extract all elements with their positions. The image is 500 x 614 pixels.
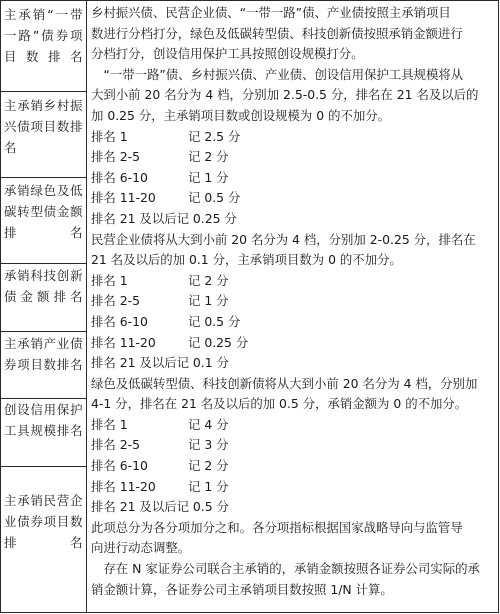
row-divider — [1, 466, 87, 467]
rank-label: 排名 11-20 — [91, 478, 156, 494]
text-line: “一带一路”债、乡村振兴债、产业债、创设信用保护工具规模将从 — [91, 66, 464, 82]
row-divider — [1, 263, 87, 264]
rank-label: 排名 6-10 — [91, 313, 148, 329]
text-line: 排名 21 及以后记 0.1 分 — [91, 355, 229, 371]
rank-score-line — [91, 271, 496, 292]
row-divider — [1, 398, 87, 399]
left-cell-belt-road: 主承销“一带一路”债券项目数排名 — [4, 7, 83, 64]
score-value: 记 0.5 分 — [188, 190, 241, 206]
score-value: 记 2.5 分 — [188, 128, 241, 144]
text-line: 排名 21 及以后记 0.5 分 — [91, 499, 229, 515]
score-value: 记 1 分 — [188, 293, 229, 309]
left-cell-rural: 主承销乡村振兴债项目数排名 — [4, 98, 83, 155]
row-divider — [1, 177, 87, 178]
score-value: 记 2 分 — [188, 458, 229, 474]
rank-score-line — [91, 291, 496, 312]
score-value: 记 1 分 — [188, 169, 229, 185]
rank-score-line — [91, 415, 496, 436]
text-line: 向进行动态调整。 — [91, 540, 191, 556]
score-value: 记 2 分 — [188, 149, 229, 165]
rank-score-line — [91, 127, 496, 148]
left-cell-credit: 创设信用保护工具规模排名 — [4, 402, 83, 438]
text-line: 民营企业债将从大到小前 20 名分为 4 档，分别加 2-0.25 分，排名在 — [91, 231, 476, 247]
rank-label: 排名 11-20 — [91, 334, 156, 350]
score-value: 记 0.5 分 — [188, 313, 241, 329]
text-line: 数进行分档打分，绿色及低碳转型债、科技创新债按照承销金额进行 — [91, 25, 463, 41]
score-value: 记 1 分 — [188, 478, 229, 494]
rank-score-line — [91, 188, 496, 209]
rank-label: 排名 6-10 — [91, 169, 148, 185]
rank-label: 排名 2-5 — [91, 437, 140, 453]
text-line: 21 名及以后的加 0.1 分，主承销项目数为 0 的不加分。 — [91, 252, 402, 268]
rank-label: 排名 2-5 — [91, 149, 140, 165]
rank-score-line — [91, 168, 496, 189]
criteria-text — [91, 3, 496, 600]
score-value: 记 4 分 — [188, 416, 229, 432]
score-value: 记 0.25 分 — [188, 334, 249, 350]
rank-label: 排名 1 — [91, 128, 128, 144]
left-cell-industry: 主承销产业债券项目数排名 — [4, 336, 83, 372]
text-line: 4-1 分，排名在 21 名及以后的加 0.5 分，承销金额为 0 的不加分。 — [91, 396, 468, 412]
text-line: 乡村振兴债、民营企业债、“一带一路”债、产业债按照主承销项目 — [91, 5, 451, 20]
left-cell-green: 承销绿色及低碳转型债金额排名 — [4, 183, 83, 240]
rank-score-line — [91, 456, 496, 477]
rank-label: 排名 6-10 — [91, 458, 148, 474]
text-line: 分档打分，创设信用保护工具按照创设规模打分。 — [91, 46, 364, 62]
column-divider — [86, 1, 87, 612]
row-divider — [1, 91, 87, 92]
text-line: 加 0.25 分，主承销项目数或创设规模为 0 的不加分。 — [91, 107, 391, 123]
rank-score-line — [91, 477, 496, 498]
rank-score-line — [91, 333, 496, 354]
score-value: 记 3 分 — [188, 437, 229, 453]
left-cell-private: 主承销民营企业债券项目数排名 — [4, 493, 83, 550]
text-line: 此项总分为各分项加分之和。各分项指标根据国家战略导向与监管导 — [91, 519, 463, 535]
rank-label: 排名 1 — [91, 272, 128, 288]
rank-label: 排名 11-20 — [91, 190, 156, 206]
rank-score-line — [91, 435, 496, 456]
text-line: 大到小前 20 名分为 4 档，分别加 2.5-0.5 分，排名在 21 名及以后的 — [91, 87, 479, 103]
score-value: 记 2 分 — [188, 272, 229, 288]
text-line: 绿色及低碳转型债、科技创新债将从大到小前 20 名分为 4 档，分别加 — [91, 375, 478, 391]
rank-label: 排名 2-5 — [91, 293, 140, 309]
left-cell-tech: 承销科技创新债金额排名 — [4, 268, 83, 304]
rank-score-line — [91, 147, 496, 168]
rank-label: 排名 1 — [91, 416, 128, 432]
text-line: 销金额计算，各证券公司主承销项目数按照 1/N 计算。 — [91, 581, 393, 597]
row-divider — [1, 331, 87, 332]
text-line: 存在 N 家证券公司联合主承销的，承销金额按照各证券公司实际的承 — [91, 561, 480, 577]
rank-score-line — [91, 312, 496, 333]
text-line: 排名 21 及以后记 0.25 分 — [91, 210, 237, 226]
